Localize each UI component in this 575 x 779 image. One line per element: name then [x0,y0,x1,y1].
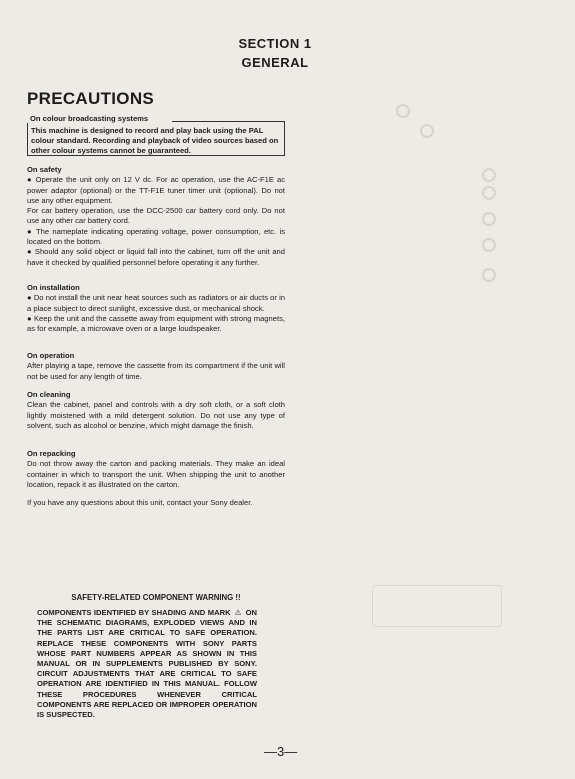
section-on-cleaning [27,390,285,431]
section-paragraph: After playing a tape, remove the cassette from its compartment if the unit will not be used for any length of time. [27,361,285,381]
section-paragraph: Clean the cabinet, panel and controls with a dry soft cloth, or a soft cloth lightly moistened with a mild detergent solution. Do not use any type of solvent, such as alcohol or benzine, which might damage the finish. [27,400,285,430]
section-paragraph: ● Do not install the unit near heat sources such as radiators or air ducts or in a place subject to direct sunlight, excessive dust, or mechanical shock. [27,293,285,313]
section-on-installation [27,283,285,334]
section-title: GENERAL [241,55,309,70]
section-paragraph: ● Should any solid object or liquid fall into the cabinet, turn off the unit and have it checked by qualified personnel before operating it any further. [27,247,285,267]
section-paragraph: For car battery operation, use the DCC-2500 car battery cord only. Do not use any other car battery cord. [27,206,285,226]
section-heading: On cleaning [27,390,71,399]
bleed-through-mark [482,168,496,182]
section-heading: On installation [27,283,80,292]
warning-text-part: COMPONENTS IDENTIFIED BY SHADING AND MARK [37,608,231,617]
section-paragraph: Do not throw away the carton and packing materials. They make an ideal container in which to transport the unit. When shipping the unit to another location, repack it as illustrated on the carton. [27,459,285,489]
section-heading: On safety [27,165,62,174]
section-heading: On repacking [27,449,76,458]
colour-system-notice-text: This machine is designed to record and play back using the PAL colour standard. Recording and playback of video sources based on other colour systems cannot be guaranteed. [31,126,279,155]
warning-triangle-icon: ⚠ [234,608,242,617]
page-number: —3— [264,744,298,759]
bleed-through-mark [482,186,496,200]
contact-dealer-note: If you have any questions about this unit, contact your Sony dealer. [27,498,253,507]
safety-warning-title: SAFETY-RELATED COMPONENT WARNING !! [71,593,241,602]
bleed-through-mark [482,268,496,282]
section-on-repacking [27,449,285,490]
safety-warning-text [37,608,257,720]
colour-system-legend: On colour broadcasting systems [27,114,150,123]
section-on-operation [27,351,285,382]
bleed-through-display [372,585,502,627]
bleed-through-mark [482,212,496,226]
section-paragraph: ● Keep the unit and the cassette away from equipment with strong magnets, as for example, a microwave oven or a large loudspeaker. [27,313,285,334]
warning-text-part: ON THE SCHEMATIC DIAGRAMS, EXPLODED VIEWS AND IN THE PARTS LIST ARE CRITICAL TO SAFE OPERATION. REPLACE THESE COMPONENTS WITH SONY PARTS WHOSE PART NUMBERS APPEAR AS SHOWN IN THIS MANUAL OR IN SUPPLEMENTS PUBLISHED BY SONY. CIRCUIT ADJUSTMENTS THAT ARE CRITICAL TO SAFE OPERATION ARE IDENTIFIED IN THIS MANUAL. FOLLOW THESE PROCEDURES WHENEVER CRITICAL COMPONENTS ARE REPLACED OR IMPROPER OPERATION IS SUSPECTED. [37,608,257,720]
section-number: SECTION 1 [238,36,312,51]
bleed-through-mark [482,238,496,252]
section-heading: On operation [27,351,75,360]
section-paragraph: ● Operate the unit only on 12 V dc. For ac operation, use the AC-F1E ac power adaptor (optional) or the TT-F1E tuner timer unit (optional). Do not use any other equipment. [27,175,285,205]
bleed-through-mark [396,104,410,118]
precautions-heading: PRECAUTIONS [27,89,155,108]
section-on-safety [27,165,285,268]
section-paragraph: ● The nameplate indicating operating voltage, power consumption, etc. is located on the bottom. [27,226,285,247]
bleed-through-mark [420,124,434,138]
